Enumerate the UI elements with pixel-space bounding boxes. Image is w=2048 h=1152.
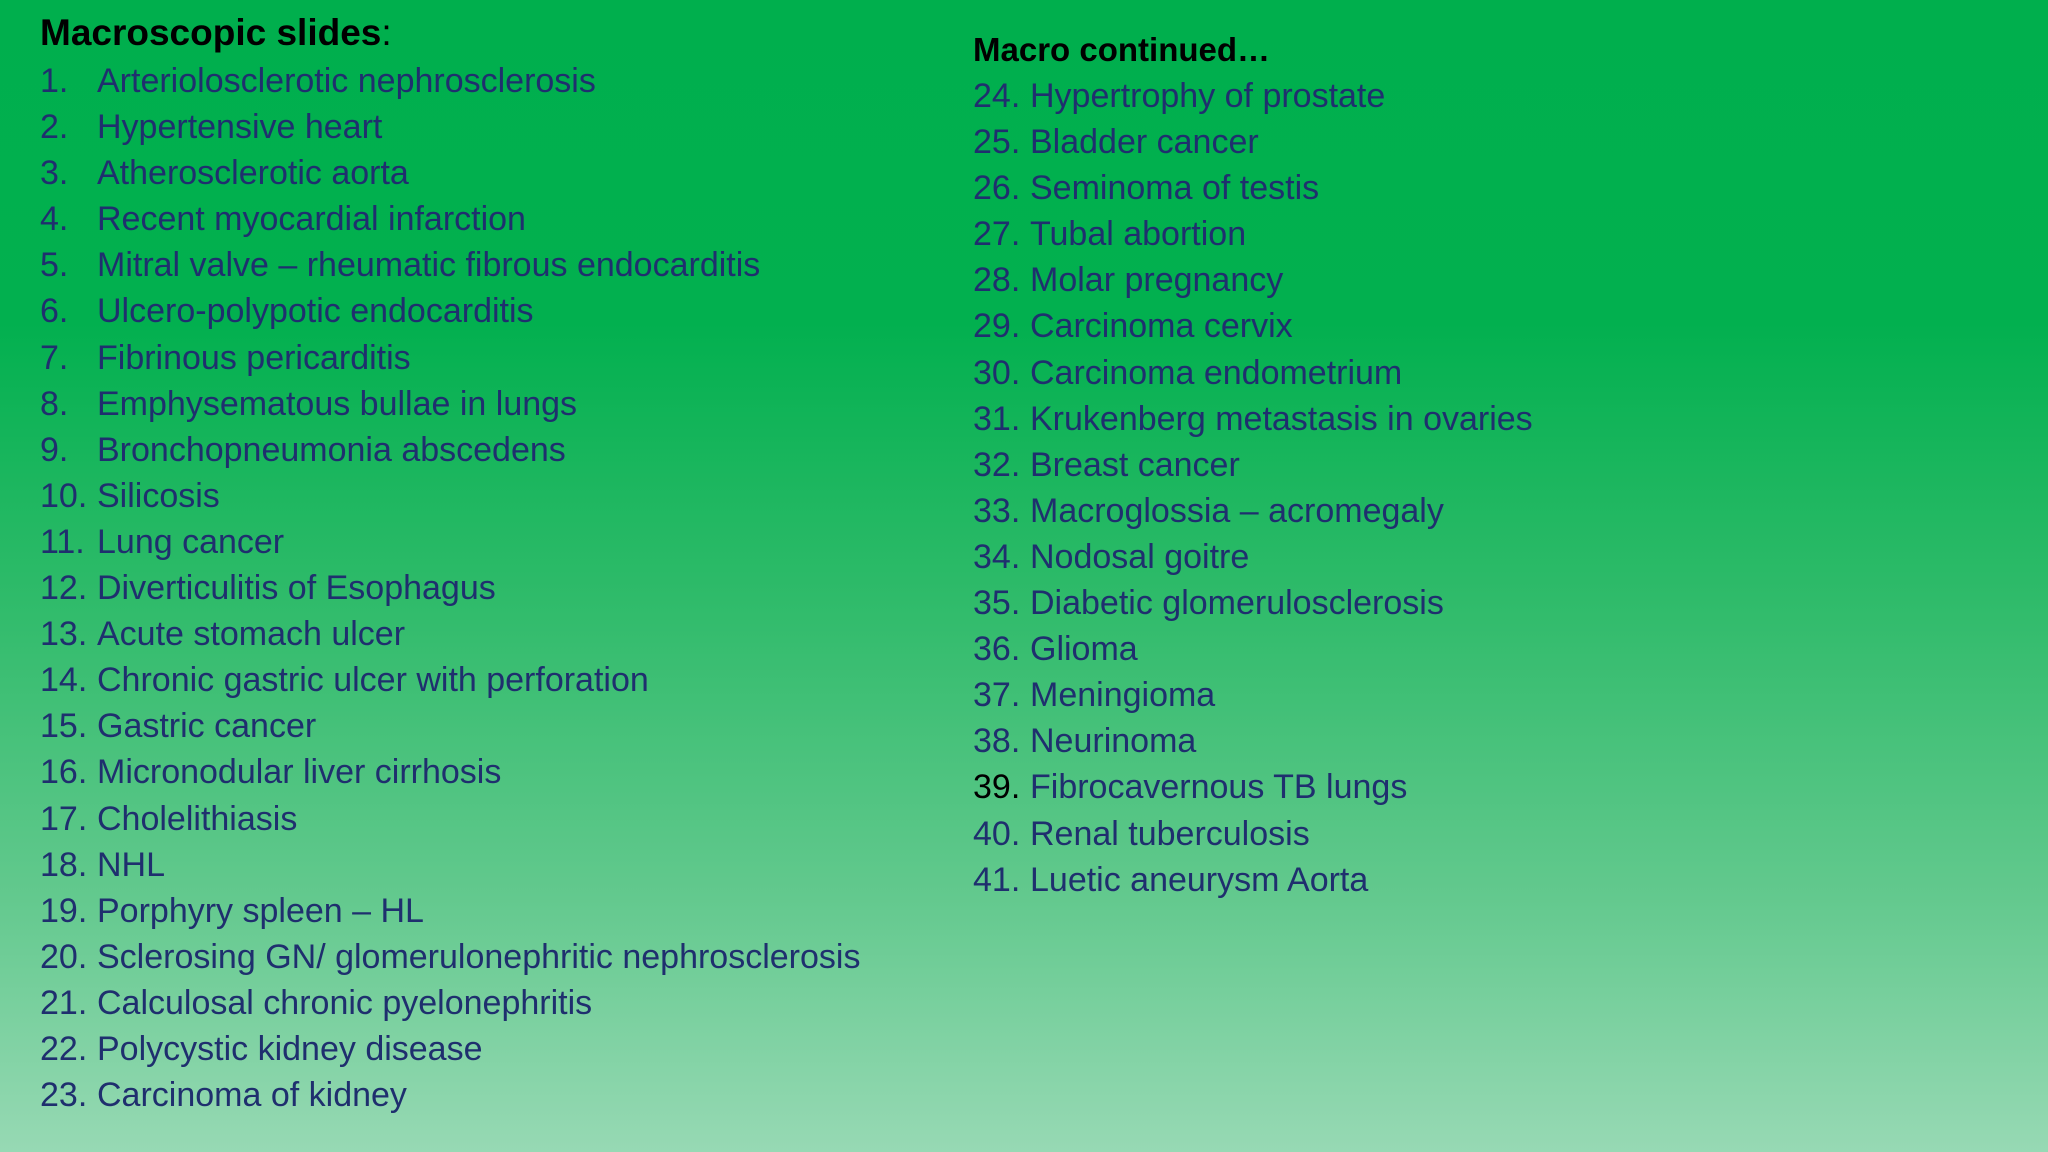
item-text: Carcinoma of kidney xyxy=(97,1076,407,1115)
item-text: Luetic aneurysm Aorta xyxy=(1030,860,1369,899)
list-item xyxy=(40,519,940,565)
left-list xyxy=(40,58,940,1118)
list-item xyxy=(973,811,1973,857)
list-item xyxy=(973,534,1973,580)
item-number: 29. xyxy=(973,307,1021,346)
item-number: 23. xyxy=(40,1076,88,1115)
list-item xyxy=(40,335,940,381)
item-number: 2. xyxy=(40,108,69,147)
item-text: Micronodular liver cirrhosis xyxy=(97,753,502,792)
item-text: Neurinoma xyxy=(1030,722,1197,761)
item-text: Acute stomach ulcer xyxy=(97,615,406,654)
item-text: Fibrocavernous TB lungs xyxy=(1030,768,1408,807)
item-number: 6. xyxy=(40,292,69,331)
item-text: Breast cancer xyxy=(1030,445,1240,484)
item-number: 41. xyxy=(973,860,1021,899)
item-number: 5. xyxy=(40,246,69,285)
list-item xyxy=(40,611,940,657)
left-heading xyxy=(40,8,940,58)
item-text: Diabetic glomerulosclerosis xyxy=(1030,584,1444,623)
list-item xyxy=(973,857,1973,903)
list-item xyxy=(40,427,940,473)
item-text: Glioma xyxy=(1030,630,1138,669)
list-item xyxy=(40,473,940,519)
list-item xyxy=(973,672,1973,718)
item-text: Cholelithiasis xyxy=(97,799,298,838)
right-list xyxy=(973,73,1973,903)
item-text: Polycystic kidney disease xyxy=(97,1029,483,1068)
item-text: Krukenberg metastasis in ovaries xyxy=(1030,399,1533,438)
list-item xyxy=(40,58,940,104)
left-heading-colon: : xyxy=(381,12,392,53)
right-column xyxy=(973,27,1973,903)
item-text: Diverticulitis of Esophagus xyxy=(97,569,496,608)
item-text: Sclerosing GN/ glomerulonephritic nephrosclerosis xyxy=(97,937,861,976)
item-number: 34. xyxy=(973,537,1021,576)
item-number: 1. xyxy=(40,62,69,100)
item-number: 19. xyxy=(40,891,88,930)
item-text: Hypertensive heart xyxy=(97,108,383,147)
list-item xyxy=(40,749,940,795)
item-text: Recent myocardial infarction xyxy=(97,200,526,239)
list-item xyxy=(40,796,940,842)
item-number: 18. xyxy=(40,845,88,884)
item-text: Atherosclerotic aorta xyxy=(97,154,409,193)
list-item xyxy=(40,104,940,150)
item-number: 37. xyxy=(973,676,1021,715)
item-number: 33. xyxy=(973,491,1021,530)
list-item xyxy=(40,934,940,980)
item-text: Nodosal goitre xyxy=(1030,537,1250,576)
list-item xyxy=(973,303,1973,349)
item-text: Silicosis xyxy=(97,476,220,515)
item-number: 3. xyxy=(40,154,69,193)
item-text: Renal tuberculosis xyxy=(1030,814,1310,853)
list-item xyxy=(973,718,1973,764)
item-number: 38. xyxy=(973,722,1021,761)
item-number: 30. xyxy=(973,353,1021,392)
item-number: 9. xyxy=(40,430,69,469)
list-item xyxy=(40,657,940,703)
list-item xyxy=(973,257,1973,303)
list-item xyxy=(40,842,940,888)
item-text: Gastric cancer xyxy=(97,707,317,746)
item-number: 12. xyxy=(40,569,88,608)
item-number: 28. xyxy=(973,261,1021,300)
list-item xyxy=(973,626,1973,672)
item-number: 32. xyxy=(973,445,1021,484)
list-item xyxy=(973,764,1973,810)
item-text: Seminoma of testis xyxy=(1030,169,1320,208)
list-item xyxy=(40,242,940,288)
right-heading: Macro continued… xyxy=(973,31,1271,68)
item-number: 35. xyxy=(973,584,1021,623)
item-text: Hypertrophy of prostate xyxy=(1030,77,1386,115)
list-item xyxy=(40,288,940,334)
list-item xyxy=(973,580,1973,626)
item-text: NHL xyxy=(97,845,166,884)
item-number: 14. xyxy=(40,661,88,700)
item-text: Bronchopneumonia abscedens xyxy=(97,430,566,469)
item-number: 15. xyxy=(40,707,88,746)
item-number: 17. xyxy=(40,799,88,838)
item-text: Molar pregnancy xyxy=(1030,261,1284,300)
list-item xyxy=(40,1026,940,1072)
list-item xyxy=(973,165,1973,211)
list-item xyxy=(40,888,940,934)
item-text: Chronic gastric ulcer with perforation xyxy=(97,661,649,700)
item-number: 31. xyxy=(973,399,1021,438)
list-item xyxy=(973,396,1973,442)
item-number: 10. xyxy=(40,476,88,515)
item-text: Porphyry spleen – HL xyxy=(97,891,424,930)
item-number: 8. xyxy=(40,384,69,423)
item-text: Lung cancer xyxy=(97,522,285,561)
item-number: 40. xyxy=(973,814,1021,853)
list-item xyxy=(973,211,1973,257)
item-number: 26. xyxy=(973,169,1021,208)
item-text: Mitral valve – rheumatic fibrous endocarditis xyxy=(97,246,761,285)
list-item xyxy=(40,381,940,427)
left-heading-text: Macroscopic slides xyxy=(40,12,382,53)
item-text: Bladder cancer xyxy=(1030,123,1259,162)
item-number: 25. xyxy=(973,123,1021,162)
item-number: 11. xyxy=(40,522,85,561)
item-text: Fibrinous pericarditis xyxy=(97,338,411,377)
item-text: Tubal abortion xyxy=(1030,215,1247,254)
item-text: Arteriolosclerotic nephrosclerosis xyxy=(97,62,596,100)
item-number: 27. xyxy=(973,215,1021,254)
list-item xyxy=(40,150,940,196)
list-item xyxy=(40,196,940,242)
item-text: Meningioma xyxy=(1030,676,1216,715)
list-item xyxy=(973,350,1973,396)
item-number: 20. xyxy=(40,937,88,976)
item-number: 4. xyxy=(40,200,69,239)
item-number: 7. xyxy=(40,338,69,377)
list-item xyxy=(973,442,1973,488)
item-text: Calculosal chronic pyelonephritis xyxy=(97,983,593,1022)
item-number: 21. xyxy=(40,983,88,1022)
item-number: 24. xyxy=(973,77,1021,115)
item-number: 13. xyxy=(40,615,88,654)
item-text: Emphysematous bullae in lungs xyxy=(97,384,578,423)
list-item xyxy=(973,488,1973,534)
item-number: 22. xyxy=(40,1029,88,1068)
list-item xyxy=(40,703,940,749)
item-text: Carcinoma cervix xyxy=(1030,307,1293,346)
list-item xyxy=(973,119,1973,165)
item-text: Ulcero-polypotic endocarditis xyxy=(97,292,534,331)
item-number: 36. xyxy=(973,630,1021,669)
item-number: 39. xyxy=(973,768,1021,807)
left-column xyxy=(40,8,940,1118)
list-item xyxy=(40,980,940,1026)
list-item xyxy=(973,73,1973,119)
item-text: Carcinoma endometrium xyxy=(1030,353,1403,392)
list-item xyxy=(40,565,940,611)
item-number: 16. xyxy=(40,753,88,792)
item-text: Macroglossia – acromegaly xyxy=(1030,491,1444,530)
list-item xyxy=(40,1072,940,1118)
